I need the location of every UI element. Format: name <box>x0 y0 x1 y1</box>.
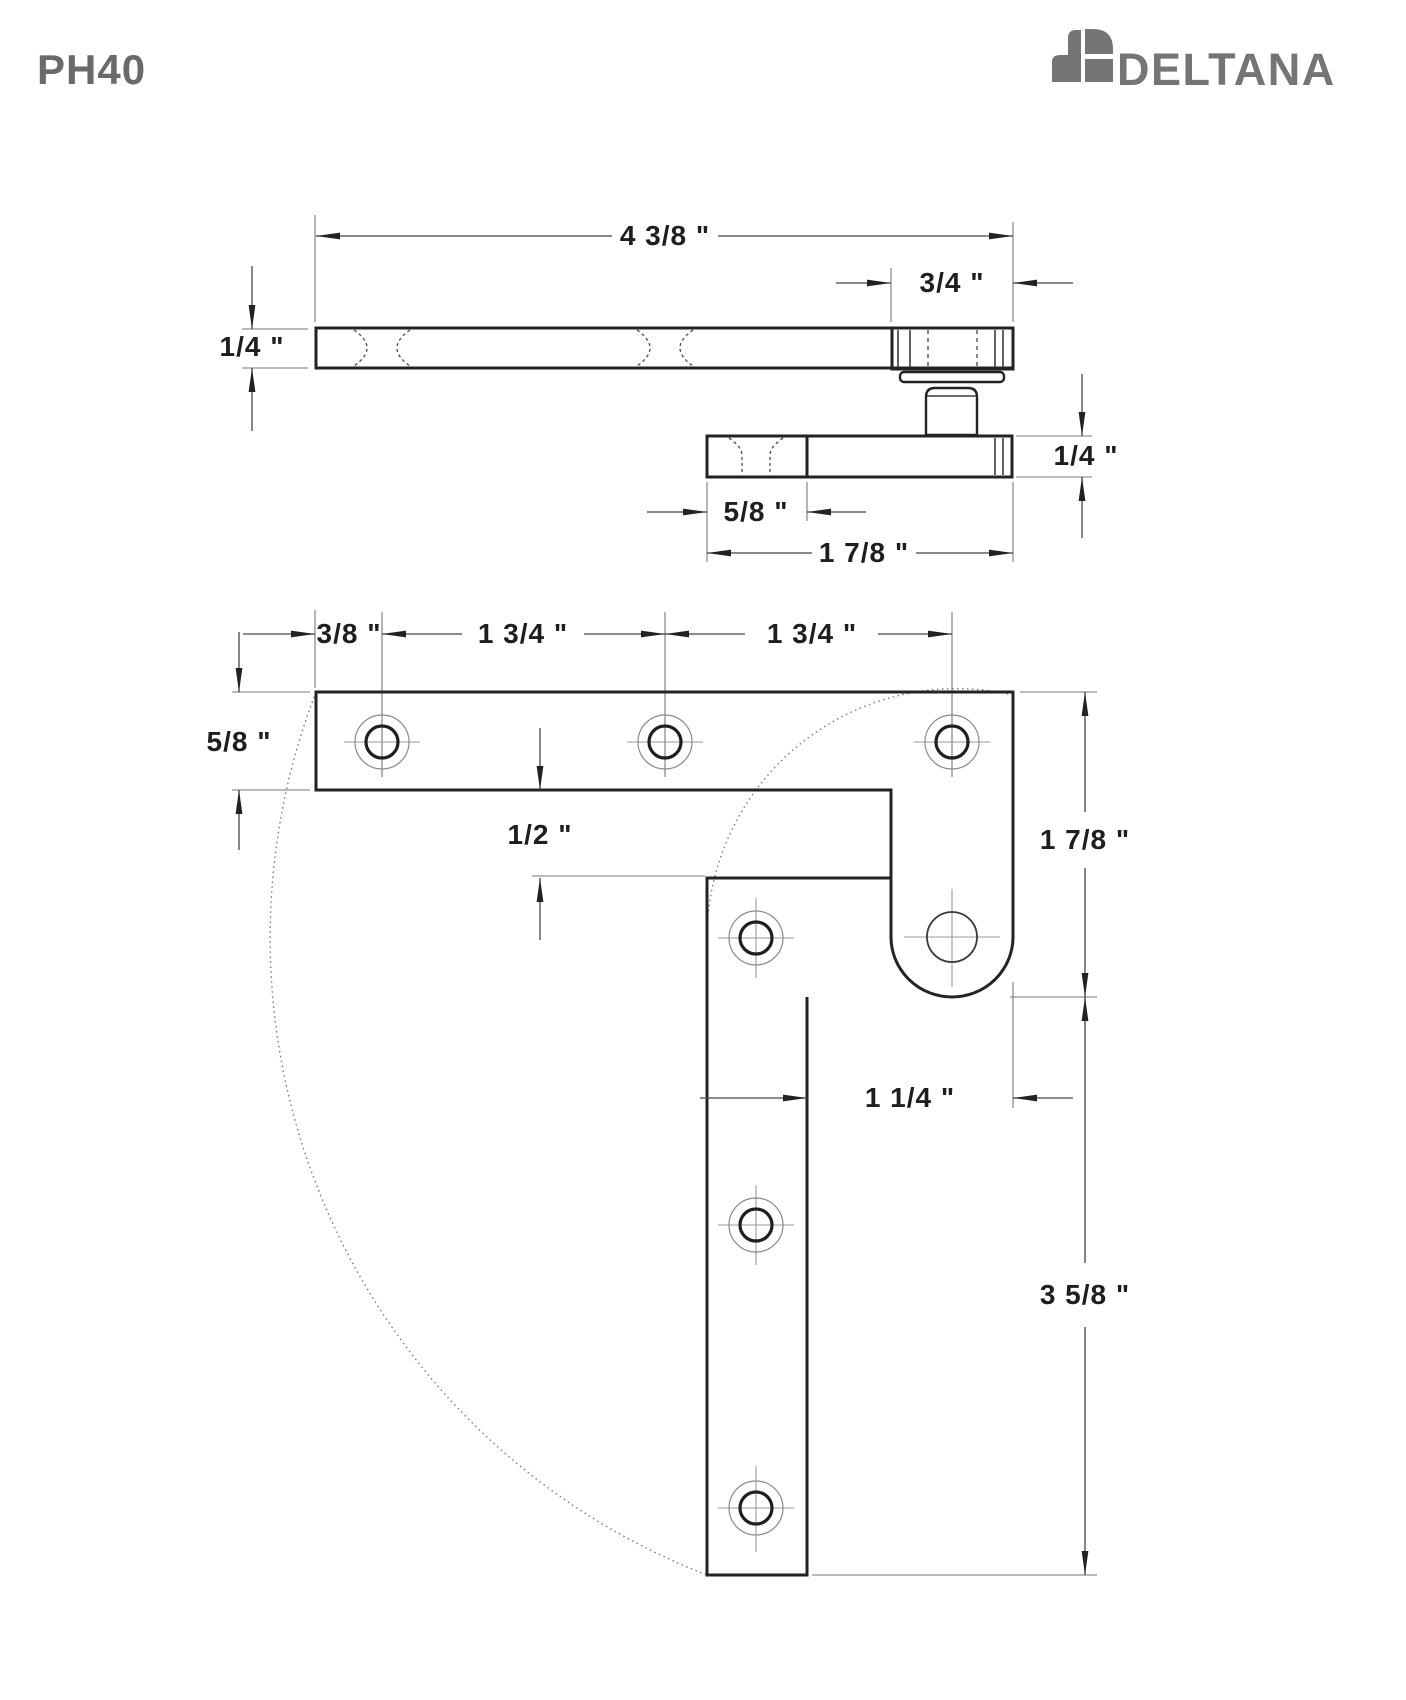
dim-hole-row <box>243 610 952 688</box>
swing-arcs <box>270 689 1013 1575</box>
dim-upper-height <box>1010 692 1130 997</box>
dim-leaf-offset-label: 1/2 " <box>507 819 573 850</box>
dim-overall-length <box>315 215 1013 322</box>
dim-bottom-leaf-thickness <box>1016 374 1118 538</box>
header <box>37 29 1336 95</box>
screw-hole <box>718 1185 794 1265</box>
dim-top-leaf-thickness <box>220 266 308 431</box>
dim-upper-height-label: 1 7/8 " <box>1039 824 1131 855</box>
screw-hole <box>718 898 794 978</box>
dim-countersink-offset-label: 5/8 " <box>723 496 789 527</box>
dim-leaf-width-label: 5/8 " <box>206 726 272 757</box>
plan-vertical-leaf <box>707 878 891 1575</box>
dim-lower-height-label: 3 5/8 " <box>1039 1279 1131 1310</box>
dim-pivot-block-label: 3/4 " <box>919 267 985 298</box>
dim-hole-spacing-1-label: 1 3/4 " <box>477 618 569 649</box>
dim-bottom-leaf-length-label: 1 7/8 " <box>818 537 910 568</box>
brand-name: DELTANA <box>1117 44 1336 95</box>
dim-bottom-leaf-thickness-label: 1/4 " <box>1053 440 1119 471</box>
pivot-hole <box>904 889 1000 987</box>
dim-edge-to-hole-label: 3/8 " <box>316 618 382 649</box>
dim-pivot-inset <box>700 982 1073 1113</box>
dim-lower-height <box>812 997 1130 1575</box>
side-view-top-leaf <box>316 328 1013 369</box>
dim-overall-length-label: 4 3/8 " <box>619 220 711 251</box>
side-view <box>220 215 1119 568</box>
side-view-bottom-leaf <box>707 436 1012 477</box>
brand-logo-icon <box>1052 29 1113 82</box>
pivot-pin <box>926 388 977 435</box>
dim-leaf-offset <box>508 728 705 940</box>
pivot-washer <box>900 372 1004 382</box>
dim-hole-spacing-2-label: 1 3/4 " <box>766 618 858 649</box>
dim-leaf-width <box>207 632 310 850</box>
plan-view <box>207 610 1131 1575</box>
dim-top-leaf-thickness-label: 1/4 " <box>219 331 285 362</box>
product-code: PH40 <box>37 46 147 93</box>
screw-hole <box>718 1466 794 1552</box>
dim-pivot-inset-label: 1 1/4 " <box>864 1082 956 1113</box>
dim-pivot-block <box>836 267 1073 322</box>
